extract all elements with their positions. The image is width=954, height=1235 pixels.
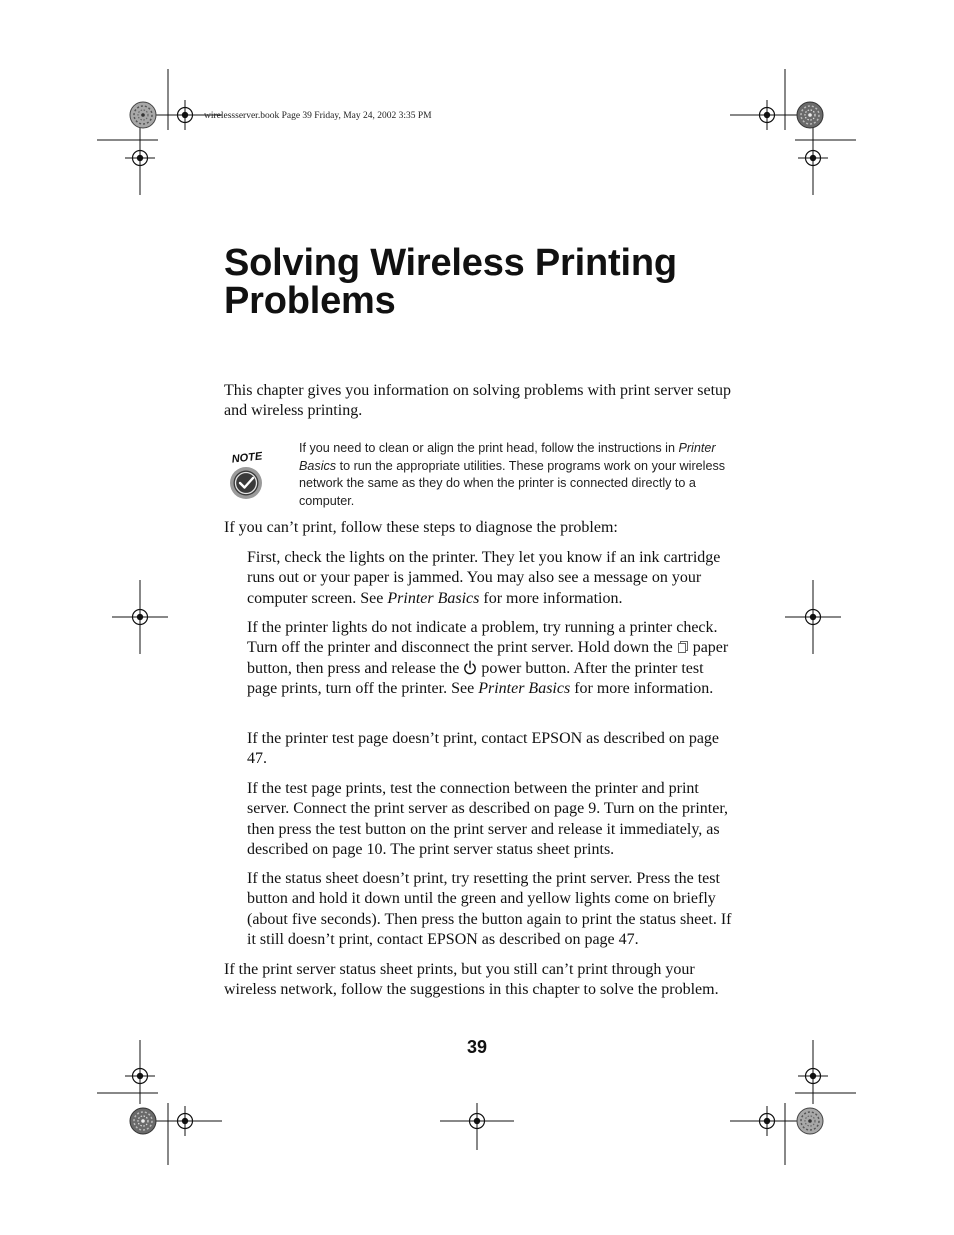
- page-title-line2: Problems: [224, 280, 396, 322]
- printer-basics-reference: Printer Basics: [299, 441, 716, 473]
- intro-paragraph: This chapter gives you information on solving problems with print server setup and wireless printing.: [224, 382, 732, 420]
- note-checkmark-icon: [226, 449, 268, 501]
- page-number: 39: [466, 1037, 488, 1057]
- note-text: If you need to clean or align the print head, follow the instructions in Printer Basics to run the appropriate utilities. These programs work on your wireless network the same as they do when the printer is connected directly to a computer.: [299, 441, 726, 508]
- closing-paragraph: If the print server status sheet prints, but you still can’t print through your wireless network, follow the suggestions in this chapter to solve the problem.: [224, 961, 719, 999]
- printer-basics-reference: Printer Basics: [478, 679, 571, 697]
- page-title-line1: Solving Wireless Printing: [224, 242, 677, 284]
- color-target-icon: [130, 1108, 156, 1134]
- printer-basics-reference: Printer Basics: [387, 589, 480, 607]
- page-title: [224, 244, 784, 320]
- step-reset-server: If the status sheet doesn’t print, try resetting the print server. Press the test button and hold it down until the green and yellow lights come on briefly (about five seconds). Then press the button again to print the status sheet. If it still doesn’t print, contact EPSON as described on page 47.: [247, 870, 732, 948]
- color-target-icon: [797, 102, 823, 128]
- lead-paragraph: If you can’t print, follow these steps to diagnose the problem:: [224, 519, 618, 536]
- step-test-connection: If the test page prints, test the connection between the printer and print server. Connect the print server as described on page 9. Turn on the printer, then press the test button on the print server and release it immediately, as described on page 10. The print server status sheet prints.: [247, 780, 729, 858]
- color-target-icon: [797, 1108, 823, 1134]
- step-check-lights: First, check the lights on the printer. They let you know if an ink cartridge runs out or your paper is jammed. You may also see a message on your computer screen. See Printer Basics for more information.: [247, 549, 721, 607]
- step-printer-check: If the printer lights do not indicate a problem, try running a printer check. Turn off the printer and disconnect the print server. Hold down the paper button, then press and release the power button. After the printer test page prints, turn off the printer. See Printer Basics for more information.: [247, 619, 729, 697]
- note-icon-label: NOTE: [231, 450, 263, 466]
- color-target-icon: [130, 102, 156, 128]
- print-info-header: wirelessserver.book Page 39 Friday, May 24, 2002 3:35 PM: [204, 111, 432, 121]
- step-contact-epson: If the printer test page doesn’t print, contact EPSON as described on page 47.: [247, 730, 720, 768]
- power-button-icon: [463, 660, 477, 675]
- paper-button-icon: [677, 640, 689, 654]
